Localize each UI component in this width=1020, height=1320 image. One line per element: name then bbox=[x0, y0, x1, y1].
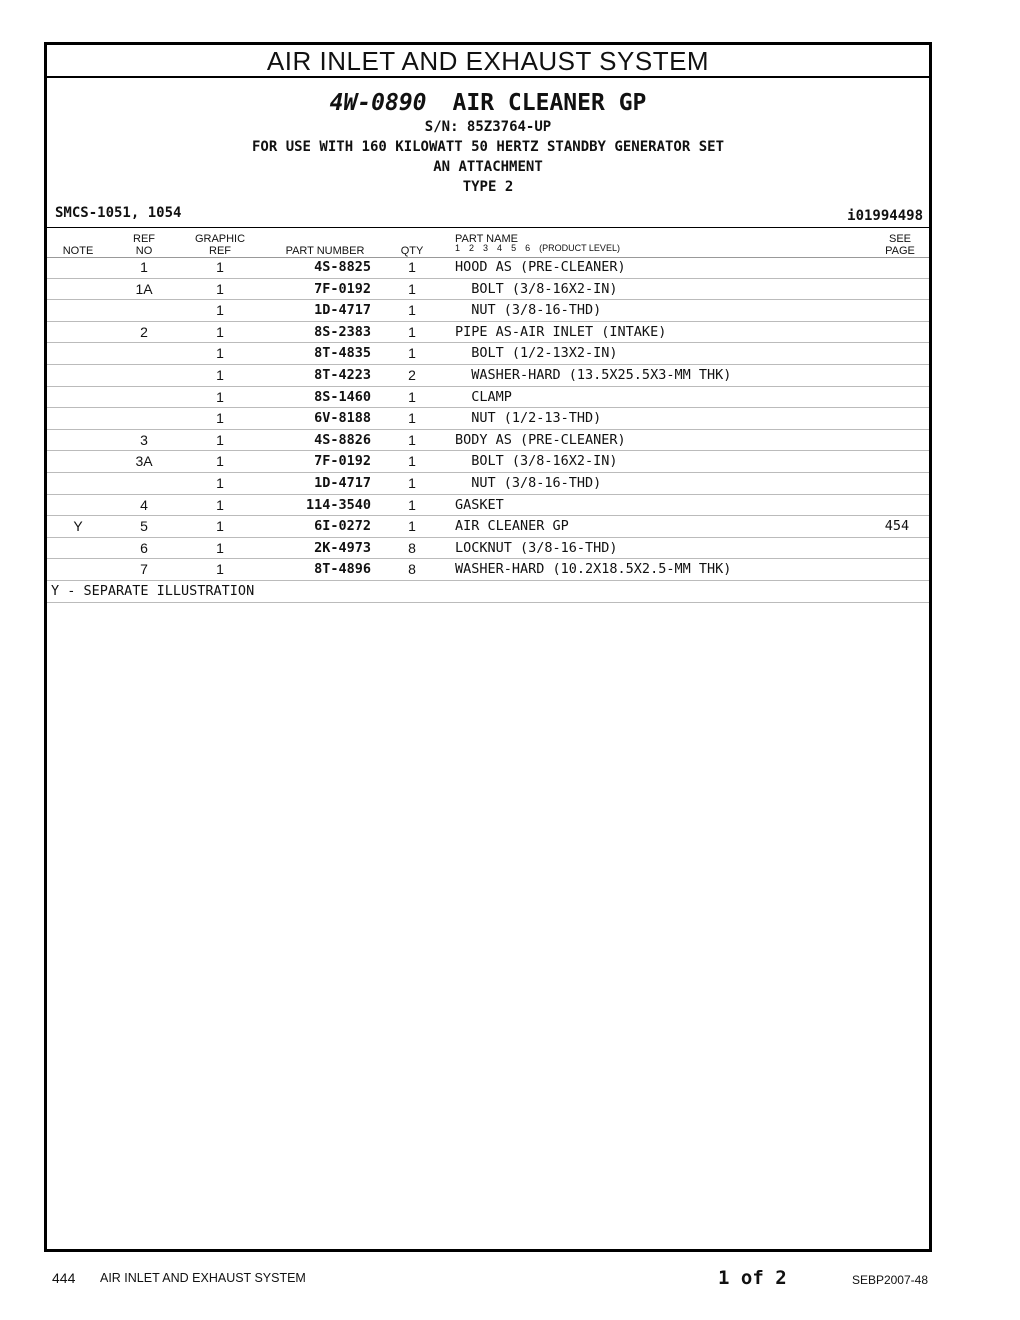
footer-section: AIR INLET AND EXHAUST SYSTEM bbox=[100, 1271, 306, 1285]
row-graphic-ref: 1 bbox=[216, 431, 224, 448]
table-row bbox=[47, 343, 929, 365]
col-ref-bottom: NO bbox=[135, 245, 153, 257]
footer-page-of: 1 of 2 bbox=[718, 1267, 787, 1289]
smcs-codes: SMCS-1051, 1054 bbox=[55, 205, 182, 221]
col-part-name: PART NAME bbox=[455, 233, 518, 245]
row-part-number: 7F-0192 bbox=[314, 453, 371, 470]
row-part-number: 114-3540 bbox=[305, 496, 371, 513]
col-note: NOTE bbox=[62, 245, 94, 257]
row-graphic-ref: 1 bbox=[216, 474, 224, 491]
row-part-number: 8T-4223 bbox=[314, 366, 371, 383]
row-graphic-ref: 1 bbox=[216, 259, 224, 275]
row-qty: 2 bbox=[408, 366, 416, 383]
row-part-name: NUT (1/2-13-THD) bbox=[455, 410, 602, 427]
row-graphic-ref: 1 bbox=[216, 388, 224, 405]
header-divider bbox=[47, 227, 929, 228]
product-level-3: 3 bbox=[483, 243, 489, 253]
col-graphic-bottom: REF bbox=[209, 245, 231, 257]
row-graphic-ref: 1 bbox=[216, 561, 224, 578]
row-part-number: 7F-0192 bbox=[314, 280, 371, 297]
table-row bbox=[47, 538, 929, 560]
table-row bbox=[47, 473, 929, 495]
row-graphic-ref: 1 bbox=[216, 366, 224, 383]
table-row bbox=[47, 300, 929, 322]
row-part-number: 8S-1460 bbox=[314, 388, 371, 405]
row-part-name: AIR CLEANER GP bbox=[455, 518, 569, 535]
footer-doc-id: SEBP2007-48 bbox=[851, 1273, 928, 1287]
row-note: Y bbox=[73, 518, 83, 535]
row-qty: 8 bbox=[408, 561, 416, 578]
illustration-id: i01994498 bbox=[847, 208, 923, 224]
row-part-number: 6V-8188 bbox=[314, 410, 371, 427]
table-row bbox=[47, 365, 929, 387]
row-part-number: 8S-2383 bbox=[314, 323, 371, 340]
row-part-name: BODY AS (PRE-CLEANER) bbox=[455, 431, 626, 448]
row-qty: 1 bbox=[408, 259, 416, 275]
col-part-number: PART NUMBER bbox=[285, 245, 365, 257]
product-level-6: 6 bbox=[525, 243, 531, 253]
table-row bbox=[47, 279, 929, 301]
row-qty: 1 bbox=[408, 280, 416, 297]
product-level-2: 2 bbox=[469, 243, 475, 253]
row-qty: 1 bbox=[408, 431, 416, 448]
row-part-number: 8T-4896 bbox=[314, 561, 371, 578]
type-line: TYPE 2 bbox=[462, 179, 514, 195]
col-ref-top: REF bbox=[133, 233, 155, 245]
row-graphic-ref: 1 bbox=[216, 345, 224, 362]
col-see-page bbox=[873, 233, 927, 257]
col-qty: QTY bbox=[400, 245, 424, 257]
row-qty: 1 bbox=[408, 474, 416, 491]
table-row bbox=[47, 451, 929, 473]
product-level-5: 5 bbox=[511, 243, 517, 253]
group-title bbox=[47, 90, 929, 116]
row-part-name: NUT (3/8-16-THD) bbox=[455, 302, 602, 319]
col-see-top: SEE bbox=[888, 233, 911, 245]
row-qty: 1 bbox=[408, 518, 416, 535]
footer-page-number: 444 bbox=[52, 1270, 76, 1286]
row-part-name: PIPE AS-AIR INLET (INTAKE) bbox=[455, 323, 667, 340]
row-part-name: WASHER-HARD (10.2X18.5X2.5-MM THK) bbox=[455, 561, 732, 578]
table-row bbox=[47, 387, 929, 409]
row-graphic-ref: 1 bbox=[216, 323, 224, 340]
row-qty: 1 bbox=[408, 323, 416, 340]
row-part-name: GASKET bbox=[455, 496, 504, 513]
row-ref: 3A bbox=[135, 453, 153, 470]
row-part-name: BOLT (3/8-16X2-IN) bbox=[455, 453, 618, 470]
col-see-bottom: PAGE bbox=[885, 245, 915, 257]
row-graphic-ref: 1 bbox=[216, 410, 224, 427]
row-graphic-ref: 1 bbox=[216, 518, 224, 535]
use-line: FOR USE WITH 160 KILOWATT 50 HERTZ STANDBY GENERATOR SET bbox=[251, 139, 724, 155]
table-row bbox=[47, 516, 929, 538]
section-title: AIR INLET AND EXHAUST SYSTEM bbox=[47, 45, 929, 78]
table-row bbox=[47, 408, 929, 430]
row-qty: 1 bbox=[408, 388, 416, 405]
product-level-label: (PRODUCT LEVEL) bbox=[539, 243, 620, 253]
product-level-4: 4 bbox=[497, 243, 503, 253]
row-ref: 1A bbox=[135, 280, 153, 297]
col-ref bbox=[117, 233, 171, 257]
row-graphic-ref: 1 bbox=[216, 496, 224, 513]
row-part-name: BOLT (3/8-16X2-IN) bbox=[455, 280, 618, 297]
note-legend: Y - SEPARATE ILLUSTRATION bbox=[47, 581, 929, 603]
row-part-name: NUT (3/8-16-THD) bbox=[455, 474, 602, 491]
row-qty: 1 bbox=[408, 453, 416, 470]
attachment-line: AN ATTACHMENT bbox=[433, 159, 543, 175]
row-part-number: 2K-4973 bbox=[314, 539, 371, 556]
row-ref: 3 bbox=[140, 431, 148, 448]
row-graphic-ref: 1 bbox=[216, 539, 224, 556]
row-part-name: HOOD AS (PRE-CLEANER) bbox=[455, 259, 626, 275]
row-ref: 6 bbox=[140, 539, 148, 556]
row-see-page[interactable]: 454 bbox=[884, 518, 910, 535]
table-row bbox=[47, 559, 929, 581]
row-part-number: 6I-0272 bbox=[314, 518, 371, 535]
row-part-number: 1D-4717 bbox=[314, 474, 371, 491]
row-ref: 2 bbox=[140, 323, 148, 340]
row-part-name: BOLT (1/2-13X2-IN) bbox=[455, 345, 618, 362]
table-row bbox=[47, 495, 929, 517]
row-graphic-ref: 1 bbox=[216, 453, 224, 470]
row-qty: 1 bbox=[408, 345, 416, 362]
col-graphic-top: GRAPHIC bbox=[194, 233, 246, 245]
row-qty: 1 bbox=[408, 302, 416, 319]
row-graphic-ref: 1 bbox=[216, 280, 224, 297]
row-part-name: LOCKNUT (3/8-16-THD) bbox=[455, 539, 618, 556]
row-part-number: 4S-8826 bbox=[314, 431, 371, 448]
row-ref: 4 bbox=[140, 496, 148, 513]
parts-table bbox=[47, 257, 929, 603]
table-row bbox=[47, 430, 929, 452]
row-ref: 5 bbox=[140, 518, 148, 535]
group-part-number: 4W-0890 bbox=[329, 90, 427, 116]
table-row bbox=[47, 257, 929, 279]
row-graphic-ref: 1 bbox=[216, 302, 224, 319]
row-part-number: 8T-4835 bbox=[314, 345, 371, 362]
row-part-name: WASHER-HARD (13.5X25.5X3-MM THK) bbox=[455, 366, 732, 383]
group-name: AIR CLEANER GP bbox=[452, 90, 647, 116]
row-qty: 1 bbox=[408, 496, 416, 513]
page-footer bbox=[52, 1268, 932, 1290]
serial-number: S/N: 85Z3764-UP bbox=[424, 119, 552, 135]
product-levels bbox=[455, 243, 629, 253]
row-part-name: CLAMP bbox=[455, 388, 512, 405]
product-level-1: 1 bbox=[455, 243, 461, 253]
row-ref: 7 bbox=[140, 561, 148, 578]
parts-page-frame bbox=[44, 42, 932, 1252]
row-ref: 1 bbox=[140, 259, 148, 275]
row-part-number: 4S-8825 bbox=[314, 259, 371, 275]
row-part-number: 1D-4717 bbox=[314, 302, 371, 319]
row-qty: 1 bbox=[408, 410, 416, 427]
table-row bbox=[47, 322, 929, 344]
col-graphic-ref bbox=[183, 233, 257, 257]
row-qty: 8 bbox=[408, 539, 416, 556]
